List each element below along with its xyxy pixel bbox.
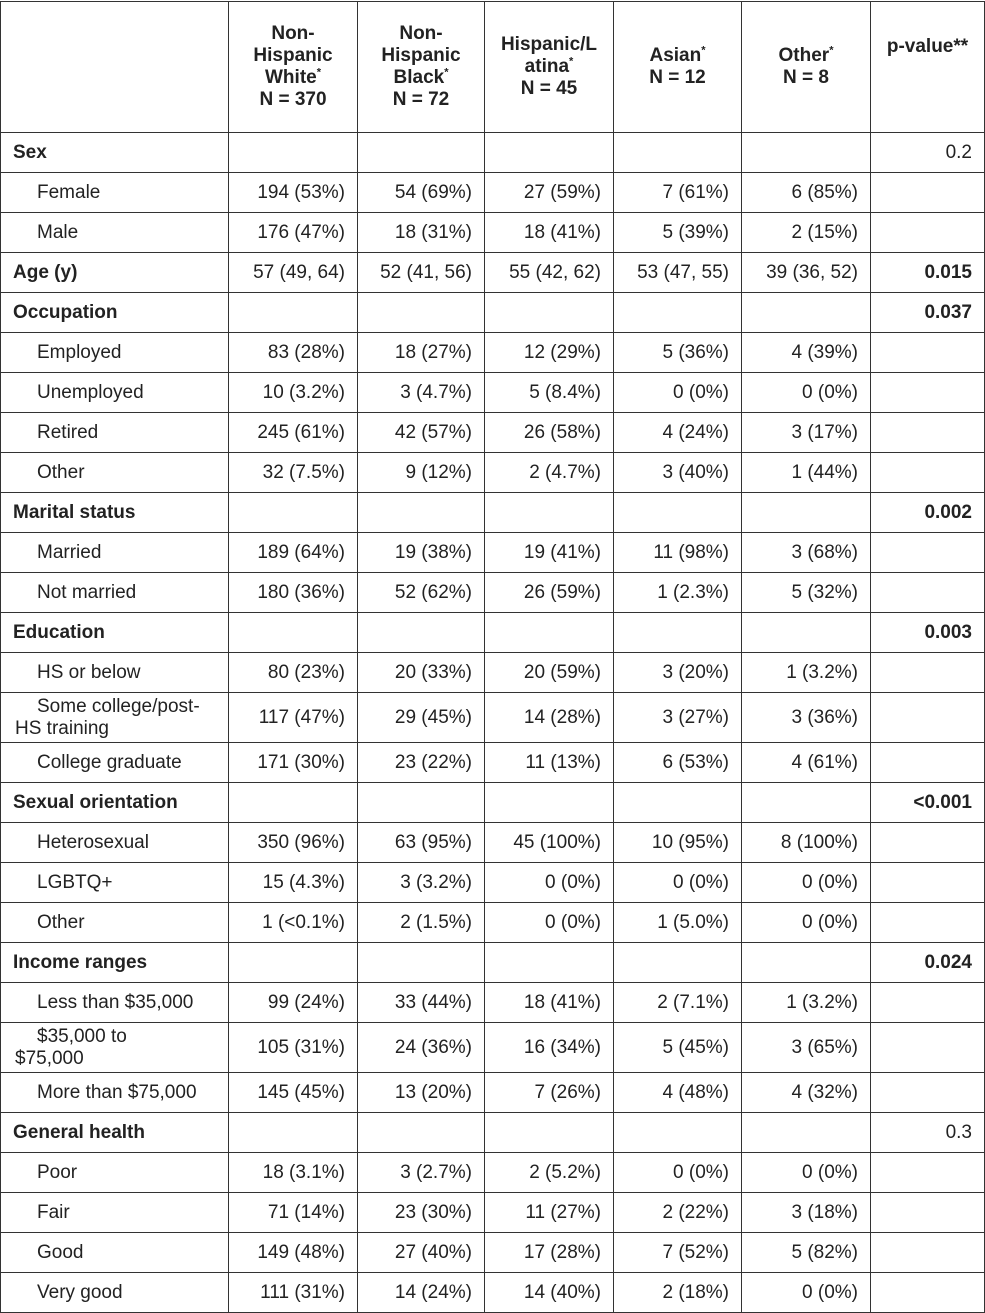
cell-hispanic: 18 (41%) [485, 983, 614, 1023]
cell-nh-white: 105 (31%) [229, 1023, 358, 1073]
table-row [1, 743, 985, 783]
cell-p-value [871, 863, 985, 903]
table-row [1, 533, 985, 573]
header-label-cell [1, 2, 229, 133]
cell-nh-black [358, 943, 485, 983]
cell-p-value [871, 453, 985, 493]
cell-other: 6 (85%) [742, 173, 871, 213]
cell-p-value [871, 173, 985, 213]
table-row [1, 573, 985, 613]
cell-other: 3 (18%) [742, 1193, 871, 1233]
table-row [1, 173, 985, 213]
cell-other [742, 133, 871, 173]
cell-p-value [871, 213, 985, 253]
cell-hispanic [485, 1113, 614, 1153]
cell-asian: 5 (39%) [614, 213, 742, 253]
table-row [1, 943, 985, 983]
cell-p-value [871, 1153, 985, 1193]
cell-nh-white: 32 (7.5%) [229, 453, 358, 493]
cell-asian [614, 1113, 742, 1153]
row-label: Female [1, 173, 229, 213]
cell-hispanic: 26 (59%) [485, 573, 614, 613]
cell-other: 4 (39%) [742, 333, 871, 373]
cell-hispanic: 18 (41%) [485, 213, 614, 253]
row-label: Marital status [1, 493, 229, 533]
cell-asian: 0 (0%) [614, 863, 742, 903]
cell-nh-black: 13 (20%) [358, 1073, 485, 1113]
cell-other: 2 (15%) [742, 213, 871, 253]
cell-p-value [871, 1193, 985, 1233]
table-row [1, 333, 985, 373]
row-label: College graduate [1, 743, 229, 783]
row-label [1, 1023, 229, 1073]
row-label: Employed [1, 333, 229, 373]
cell-nh-black: 42 (57%) [358, 413, 485, 453]
header-asian: Asian* N = 12 [614, 2, 742, 133]
cell-nh-black: 3 (3.2%) [358, 863, 485, 903]
cell-nh-black: 24 (36%) [358, 1023, 485, 1073]
cell-nh-white: 194 (53%) [229, 173, 358, 213]
cell-hispanic: 45 (100%) [485, 823, 614, 863]
cell-hispanic [485, 943, 614, 983]
cell-asian: 2 (18%) [614, 1273, 742, 1313]
table-row [1, 293, 985, 333]
cell-p-value: 0.037 [871, 293, 985, 333]
cell-other: 8 (100%) [742, 823, 871, 863]
cell-p-value: 0.015 [871, 253, 985, 293]
cell-nh-black [358, 293, 485, 333]
row-label: Heterosexual [1, 823, 229, 863]
cell-hispanic [485, 133, 614, 173]
cell-nh-black: 23 (22%) [358, 743, 485, 783]
cell-nh-white: 176 (47%) [229, 213, 358, 253]
cell-asian: 7 (52%) [614, 1233, 742, 1273]
row-label: HS or below [1, 653, 229, 693]
cell-nh-black: 29 (45%) [358, 693, 485, 743]
row-label: Occupation [1, 293, 229, 333]
cell-p-value: 0.024 [871, 943, 985, 983]
row-label-line-1: Some college/post- [37, 695, 200, 717]
row-label-line-1: $35,000 to [37, 1025, 127, 1047]
row-label: Not married [1, 573, 229, 613]
cell-p-value [871, 1073, 985, 1113]
cell-asian: 4 (24%) [614, 413, 742, 453]
cell-asian: 11 (98%) [614, 533, 742, 573]
table-row [1, 1153, 985, 1193]
table-row [1, 133, 985, 173]
cell-other: 3 (65%) [742, 1023, 871, 1073]
cell-nh-black: 23 (30%) [358, 1193, 485, 1233]
cell-hispanic [485, 493, 614, 533]
cell-p-value: 0.003 [871, 613, 985, 653]
cell-nh-white: 171 (30%) [229, 743, 358, 783]
cell-nh-white: 245 (61%) [229, 413, 358, 453]
cell-asian: 0 (0%) [614, 1153, 742, 1193]
header-other: Other* N = 8 [742, 2, 871, 133]
cell-hispanic: 0 (0%) [485, 903, 614, 943]
row-label-line-2: HS training [15, 717, 109, 739]
cell-p-value [871, 823, 985, 863]
cell-nh-black: 14 (24%) [358, 1273, 485, 1313]
cell-other: 1 (44%) [742, 453, 871, 493]
cell-asian: 2 (7.1%) [614, 983, 742, 1023]
cell-p-value [871, 903, 985, 943]
cell-hispanic [485, 293, 614, 333]
cell-hispanic [485, 613, 614, 653]
row-label: Male [1, 213, 229, 253]
row-label: General health [1, 1113, 229, 1153]
cell-p-value [871, 573, 985, 613]
table-row [1, 693, 985, 743]
cell-nh-white: 189 (64%) [229, 533, 358, 573]
cell-other: 1 (3.2%) [742, 983, 871, 1023]
cell-hispanic: 14 (28%) [485, 693, 614, 743]
cell-nh-black [358, 613, 485, 653]
cell-other [742, 943, 871, 983]
table-row [1, 1273, 985, 1313]
cell-asian: 3 (40%) [614, 453, 742, 493]
cell-nh-black: 63 (95%) [358, 823, 485, 863]
cell-asian: 1 (2.3%) [614, 573, 742, 613]
cell-nh-black: 20 (33%) [358, 653, 485, 693]
cell-nh-white [229, 613, 358, 653]
cell-other [742, 293, 871, 333]
row-label: Age (y) [1, 253, 229, 293]
cell-nh-black [358, 493, 485, 533]
cell-other: 1 (3.2%) [742, 653, 871, 693]
cell-p-value [871, 1023, 985, 1073]
cell-other: 0 (0%) [742, 903, 871, 943]
demographics-table [0, 1, 985, 1313]
table-row [1, 613, 985, 653]
cell-p-value [871, 693, 985, 743]
cell-other: 3 (68%) [742, 533, 871, 573]
header-nh-black: Non- Hispanic Black* N = 72 [358, 2, 485, 133]
cell-nh-white: 83 (28%) [229, 333, 358, 373]
cell-p-value [871, 413, 985, 453]
cell-nh-white: 57 (49, 64) [229, 253, 358, 293]
table-row [1, 1113, 985, 1153]
cell-nh-black: 3 (4.7%) [358, 373, 485, 413]
cell-other: 0 (0%) [742, 373, 871, 413]
row-label [1, 693, 229, 743]
cell-asian [614, 493, 742, 533]
cell-nh-white [229, 783, 358, 823]
cell-other [742, 783, 871, 823]
cell-nh-white: 1 (<0.1%) [229, 903, 358, 943]
cell-nh-black: 2 (1.5%) [358, 903, 485, 943]
row-label: Sex [1, 133, 229, 173]
cell-nh-black: 18 (31%) [358, 213, 485, 253]
cell-asian: 0 (0%) [614, 373, 742, 413]
cell-asian: 5 (36%) [614, 333, 742, 373]
cell-nh-black [358, 133, 485, 173]
table-row [1, 983, 985, 1023]
cell-nh-white: 99 (24%) [229, 983, 358, 1023]
row-label: Income ranges [1, 943, 229, 983]
header-nh-white: Non- Hispanic White* N = 370 [229, 2, 358, 133]
row-label: Retired [1, 413, 229, 453]
cell-asian: 7 (61%) [614, 173, 742, 213]
cell-nh-white: 117 (47%) [229, 693, 358, 743]
cell-asian [614, 133, 742, 173]
cell-other: 0 (0%) [742, 1273, 871, 1313]
cell-nh-white [229, 293, 358, 333]
table-row [1, 823, 985, 863]
cell-asian: 10 (95%) [614, 823, 742, 863]
cell-asian: 5 (45%) [614, 1023, 742, 1073]
cell-hispanic: 2 (5.2%) [485, 1153, 614, 1193]
cell-hispanic: 55 (42, 62) [485, 253, 614, 293]
table-row [1, 1073, 985, 1113]
table-row [1, 1233, 985, 1273]
cell-nh-black: 54 (69%) [358, 173, 485, 213]
cell-nh-black: 52 (41, 56) [358, 253, 485, 293]
cell-hispanic [485, 783, 614, 823]
row-label: Married [1, 533, 229, 573]
row-label: Other [1, 903, 229, 943]
cell-nh-white: 145 (45%) [229, 1073, 358, 1113]
row-label-line-2: $75,000 [15, 1047, 84, 1069]
cell-hispanic: 11 (13%) [485, 743, 614, 783]
cell-asian: 53 (47, 55) [614, 253, 742, 293]
cell-nh-white: 111 (31%) [229, 1273, 358, 1313]
cell-nh-black: 18 (27%) [358, 333, 485, 373]
cell-asian: 6 (53%) [614, 743, 742, 783]
cell-nh-white [229, 1113, 358, 1153]
cell-asian: 4 (48%) [614, 1073, 742, 1113]
table-row [1, 413, 985, 453]
cell-other: 0 (0%) [742, 1153, 871, 1193]
cell-p-value [871, 983, 985, 1023]
cell-hispanic: 7 (26%) [485, 1073, 614, 1113]
cell-p-value: 0.3 [871, 1113, 985, 1153]
cell-p-value [871, 373, 985, 413]
table-row [1, 253, 985, 293]
cell-nh-white [229, 133, 358, 173]
header-hispanic: Hispanic/L atina* N = 45 [485, 2, 614, 133]
row-label: Very good [1, 1273, 229, 1313]
table-row [1, 373, 985, 413]
cell-nh-white [229, 493, 358, 533]
row-label: Sexual orientation [1, 783, 229, 823]
table-row [1, 213, 985, 253]
cell-nh-black: 3 (2.7%) [358, 1153, 485, 1193]
cell-nh-black [358, 783, 485, 823]
table-row [1, 653, 985, 693]
cell-nh-white: 180 (36%) [229, 573, 358, 613]
cell-hispanic: 20 (59%) [485, 653, 614, 693]
cell-p-value: <0.001 [871, 783, 985, 823]
cell-nh-white: 71 (14%) [229, 1193, 358, 1233]
cell-nh-black: 9 (12%) [358, 453, 485, 493]
cell-other: 0 (0%) [742, 863, 871, 903]
cell-nh-black: 27 (40%) [358, 1233, 485, 1273]
row-label: LGBTQ+ [1, 863, 229, 903]
cell-nh-black: 52 (62%) [358, 573, 485, 613]
cell-p-value [871, 653, 985, 693]
cell-asian: 2 (22%) [614, 1193, 742, 1233]
cell-asian [614, 613, 742, 653]
cell-asian: 3 (20%) [614, 653, 742, 693]
cell-other: 39 (36, 52) [742, 253, 871, 293]
header-p-value: p-value** [871, 2, 985, 133]
cell-hispanic: 17 (28%) [485, 1233, 614, 1273]
cell-hispanic: 0 (0%) [485, 863, 614, 903]
row-label: Good [1, 1233, 229, 1273]
cell-p-value [871, 1273, 985, 1313]
cell-p-value: 0.002 [871, 493, 985, 533]
cell-other [742, 613, 871, 653]
cell-hispanic: 26 (58%) [485, 413, 614, 453]
cell-hispanic: 19 (41%) [485, 533, 614, 573]
cell-asian [614, 943, 742, 983]
table-row [1, 453, 985, 493]
cell-hispanic: 12 (29%) [485, 333, 614, 373]
cell-other: 3 (36%) [742, 693, 871, 743]
cell-nh-black: 33 (44%) [358, 983, 485, 1023]
table-row [1, 1023, 985, 1073]
cell-nh-white: 80 (23%) [229, 653, 358, 693]
table-row [1, 903, 985, 943]
cell-hispanic: 27 (59%) [485, 173, 614, 213]
cell-nh-white: 149 (48%) [229, 1233, 358, 1273]
table-row [1, 1193, 985, 1233]
cell-p-value [871, 533, 985, 573]
cell-p-value [871, 743, 985, 783]
cell-other [742, 1113, 871, 1153]
cell-hispanic: 2 (4.7%) [485, 453, 614, 493]
row-label: Education [1, 613, 229, 653]
cell-nh-white: 15 (4.3%) [229, 863, 358, 903]
cell-other: 3 (17%) [742, 413, 871, 453]
header-row [1, 2, 985, 133]
cell-asian: 3 (27%) [614, 693, 742, 743]
cell-hispanic: 14 (40%) [485, 1273, 614, 1313]
cell-asian [614, 783, 742, 823]
cell-nh-white: 18 (3.1%) [229, 1153, 358, 1193]
row-label: Unemployed [1, 373, 229, 413]
row-label: Less than $35,000 [1, 983, 229, 1023]
table-row [1, 783, 985, 823]
row-label: Poor [1, 1153, 229, 1193]
row-label: Other [1, 453, 229, 493]
cell-other: 5 (82%) [742, 1233, 871, 1273]
cell-hispanic: 5 (8.4%) [485, 373, 614, 413]
cell-other: 4 (61%) [742, 743, 871, 783]
cell-other [742, 493, 871, 533]
cell-hispanic: 11 (27%) [485, 1193, 614, 1233]
cell-nh-black: 19 (38%) [358, 533, 485, 573]
cell-hispanic: 16 (34%) [485, 1023, 614, 1073]
table-row [1, 493, 985, 533]
row-label: Fair [1, 1193, 229, 1233]
cell-nh-white: 350 (96%) [229, 823, 358, 863]
row-label: More than $75,000 [1, 1073, 229, 1113]
cell-nh-white [229, 943, 358, 983]
cell-asian: 1 (5.0%) [614, 903, 742, 943]
cell-p-value [871, 1233, 985, 1273]
cell-other: 5 (32%) [742, 573, 871, 613]
table-row [1, 863, 985, 903]
cell-nh-black [358, 1113, 485, 1153]
cell-p-value: 0.2 [871, 133, 985, 173]
cell-asian [614, 293, 742, 333]
cell-other: 4 (32%) [742, 1073, 871, 1113]
cell-nh-white: 10 (3.2%) [229, 373, 358, 413]
cell-p-value [871, 333, 985, 373]
